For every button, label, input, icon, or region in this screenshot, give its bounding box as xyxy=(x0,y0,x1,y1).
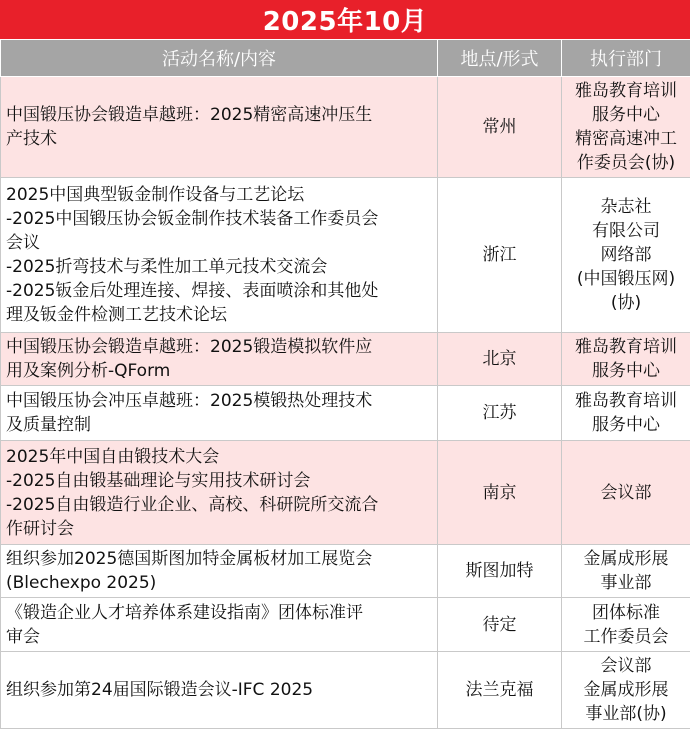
activity-text: 会议 xyxy=(6,233,40,253)
department-text: 服务中心 xyxy=(592,361,660,381)
department-text: 有限公司 xyxy=(592,221,660,241)
table-row xyxy=(1,386,690,441)
table-row xyxy=(1,333,690,386)
activity-text: -2025钣金后处理连接、焊接、表面喷涂和其他处 xyxy=(6,281,379,301)
department-cell xyxy=(562,333,690,386)
activity-cell xyxy=(1,441,438,545)
activity-text: 理及钣金件检测工艺技术论坛 xyxy=(6,305,227,325)
activity-text: 中国锻压协会锻造卓越班：2025精密高速冲压生 xyxy=(6,105,373,125)
department-text: 金属成形展 xyxy=(583,549,669,569)
department-text: 服务中心 xyxy=(592,415,660,435)
department-text: 金属成形展 xyxy=(583,680,669,700)
department-text: 杂志社 xyxy=(600,197,652,217)
table-row xyxy=(1,441,690,545)
month-title: 2025年10月 xyxy=(0,0,690,39)
activity-cell xyxy=(1,598,438,652)
department-text: 服务中心 xyxy=(592,105,660,125)
activity-text: 2025中国典型钣金制作设备与工艺论坛 xyxy=(6,185,305,205)
department-text: 事业部 xyxy=(600,573,652,593)
activity-text: 《锻造企业人才培养体系建设指南》团体标准评 xyxy=(6,602,363,623)
activity-text: 及质量控制 xyxy=(6,415,91,435)
department-cell xyxy=(562,77,690,178)
activity-text: -2025自由锻造行业企业、高校、科研院所交流合 xyxy=(6,494,379,515)
activity-text: 用及案例分析-QForm xyxy=(6,361,171,381)
activity-text: 组织参加第24届国际锻造会议-IFC 2025 xyxy=(6,680,314,700)
activity-text: 中国锻压协会锻造卓越班：2025锻造模拟软件应 xyxy=(6,337,373,357)
department-cell xyxy=(562,652,690,729)
department-text: 雅岛教育培训 xyxy=(575,391,677,411)
location-cell: 斯图加特 xyxy=(438,545,562,598)
department-text: 事业部(协) xyxy=(585,704,667,724)
table-row xyxy=(1,598,690,652)
department-cell xyxy=(562,598,690,652)
department-cell xyxy=(562,545,690,598)
activity-text: 2025年中国自由锻技术大会 xyxy=(6,446,220,467)
activity-text: 产技术 xyxy=(6,129,57,149)
location-cell: 浙江 xyxy=(438,178,562,333)
table-row xyxy=(1,77,690,178)
header-activity: 活动名称/内容 xyxy=(1,40,438,77)
location-cell: 南京 xyxy=(438,441,562,545)
department-text: 团体标准 xyxy=(592,602,660,623)
department-text: 网络部 xyxy=(600,245,652,265)
table-row xyxy=(1,545,690,598)
department-text: 雅岛教育培训 xyxy=(575,337,677,357)
header-row xyxy=(1,40,690,77)
department-cell xyxy=(562,441,690,545)
activity-cell xyxy=(1,545,438,598)
activity-cell xyxy=(1,333,438,386)
location-cell: 北京 xyxy=(438,333,562,386)
location-cell: 常州 xyxy=(438,77,562,178)
location-cell: 待定 xyxy=(438,598,562,652)
activity-cell xyxy=(1,652,438,729)
header-location: 地点/形式 xyxy=(438,40,562,77)
department-text: 作委员会(协) xyxy=(576,153,676,173)
department-text: 工作委员会 xyxy=(583,626,669,647)
activity-text: (Blechexpo 2025) xyxy=(6,573,157,593)
activity-text: 中国锻压协会冲压卓越班：2025模锻热处理技术 xyxy=(6,391,373,411)
activity-text: -2025自由锻基础理论与实用技术研讨会 xyxy=(6,470,311,491)
department-text: (中国锻压网) xyxy=(576,269,676,289)
schedule-table xyxy=(0,39,690,729)
activity-cell xyxy=(1,77,438,178)
department-cell xyxy=(562,386,690,441)
activity-text: -2025中国锻压协会钣金制作技术装备工作委员会 xyxy=(6,209,379,229)
department-text: 会议部 xyxy=(600,482,652,503)
activity-text: 组织参加2025德国斯图加特金属板材加工展览会 xyxy=(6,549,373,569)
location-cell: 江苏 xyxy=(438,386,562,441)
table-row xyxy=(1,178,690,333)
department-text: 雅岛教育培训 xyxy=(575,81,677,101)
department-text: 会议部 xyxy=(600,656,652,676)
department-cell xyxy=(562,178,690,333)
header-department: 执行部门 xyxy=(562,40,690,77)
activity-text: 审会 xyxy=(6,626,40,647)
location-cell: 法兰克福 xyxy=(438,652,562,729)
activity-text: 作研讨会 xyxy=(6,518,74,539)
table-body xyxy=(1,77,690,729)
table-row xyxy=(1,652,690,729)
department-text: 精密高速冲工 xyxy=(575,129,677,149)
activity-cell xyxy=(1,386,438,441)
activity-text: -2025折弯技术与柔性加工单元技术交流会 xyxy=(6,257,328,277)
department-text: (协) xyxy=(610,293,642,313)
activity-cell xyxy=(1,178,438,333)
